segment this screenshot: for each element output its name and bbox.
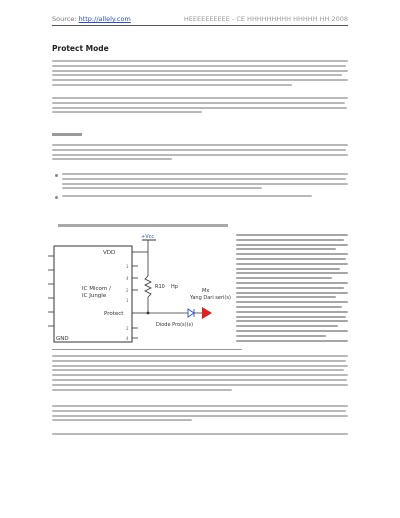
text-line [236, 248, 336, 250]
right-mark-1: Mx [202, 288, 210, 294]
text-line [62, 187, 262, 189]
vdd-label: VDD [103, 250, 116, 256]
text-line [52, 97, 348, 99]
pin-mark: 2 [126, 326, 129, 331]
text-line [52, 144, 348, 146]
paragraph-5 [52, 405, 348, 424]
text-line [236, 330, 348, 332]
pin-mark: 4 [126, 336, 129, 341]
text-line [236, 234, 348, 236]
pin-mark: 4 [126, 276, 129, 281]
paragraph-2 [52, 97, 348, 116]
diode-symbol [188, 309, 194, 317]
text-line [52, 374, 348, 376]
text-line [236, 263, 348, 265]
text-line [236, 258, 346, 260]
text-line [52, 419, 192, 421]
text-line [52, 84, 292, 86]
text-line [52, 102, 345, 104]
bullet-item-1 [62, 173, 348, 192]
pin-mark: 2 [126, 288, 129, 293]
paragraph-3 [52, 144, 348, 163]
paragraph-1 [52, 60, 348, 89]
bullet-marker [55, 174, 58, 177]
text-line [52, 107, 347, 109]
pin-mark: 1 [126, 298, 129, 303]
text-line [52, 149, 346, 151]
text-line [52, 433, 348, 435]
text-line [52, 111, 202, 113]
paragraph-6 [52, 433, 348, 438]
text-line [52, 65, 346, 67]
figure-caption [58, 224, 228, 227]
section-heading: Protect Mode [52, 44, 109, 53]
protect-pin-label: Protect [104, 311, 124, 317]
ic-right-pins [132, 252, 148, 338]
text-line [236, 292, 348, 294]
ic-name-line-1: IC Micom / [82, 286, 111, 292]
circuit-diagram [40, 228, 235, 348]
text-line [62, 173, 348, 175]
source-line [52, 15, 131, 23]
text-line [236, 277, 332, 279]
text-line [236, 320, 348, 322]
side-column-text [236, 234, 348, 344]
text-line [52, 379, 347, 381]
header-right-text: HEEEEEEEEEE - CE HHHHHHHHH HHHHH HH 2008 [183, 15, 348, 23]
text-line [236, 253, 348, 255]
paragraph-4 [52, 355, 348, 393]
text-line [52, 70, 348, 72]
resistor-symbol [145, 276, 151, 297]
text-line [236, 335, 326, 337]
text-line [236, 239, 344, 241]
text-line [62, 178, 346, 180]
text-line [52, 74, 342, 76]
bullet-item-2 [62, 195, 348, 200]
text-line [52, 415, 348, 417]
text-line [52, 360, 346, 362]
source-label: Source: [52, 15, 77, 23]
pin-mark: 1 [126, 264, 129, 269]
ic-name-line-2: IC Jungle [82, 293, 107, 299]
text-line [52, 158, 172, 160]
text-line [236, 311, 348, 313]
red-arrow [202, 307, 212, 319]
text-line [52, 60, 348, 62]
header-rule [52, 25, 348, 26]
text-line [52, 79, 348, 81]
text-line [236, 296, 336, 298]
text-line [236, 306, 342, 308]
text-line [236, 287, 344, 289]
text-line [236, 301, 348, 303]
gnd-label: GND [56, 336, 69, 342]
pullup-label: Hp [171, 284, 178, 290]
text-line [236, 325, 338, 327]
text-line [236, 316, 346, 318]
text-line [236, 340, 348, 342]
ic-left-pins [48, 256, 54, 326]
source-link[interactable]: http://allely.com [78, 15, 131, 23]
text-line [52, 410, 346, 412]
page-header [52, 12, 348, 24]
text-line [52, 154, 348, 156]
text-line [52, 355, 348, 357]
text-line [52, 389, 232, 391]
text-line [236, 268, 340, 270]
vcc-label: +Vcc [141, 234, 155, 240]
text-line [62, 195, 312, 197]
text-line [236, 282, 348, 284]
text-line [52, 384, 348, 386]
text-line [52, 369, 344, 371]
text-line [236, 244, 348, 246]
text-line [52, 405, 348, 407]
text-line [62, 183, 348, 185]
text-line [52, 365, 348, 367]
text-line [236, 272, 348, 274]
subheading [52, 133, 82, 136]
resistor-label: R10 [155, 284, 165, 290]
diode-label: Diode Pro(s)(s) [156, 322, 194, 328]
bullet-marker [55, 196, 58, 199]
right-mark-2: Yang Dari seri(s) [190, 295, 231, 301]
figure-bottom-rule [52, 349, 242, 350]
